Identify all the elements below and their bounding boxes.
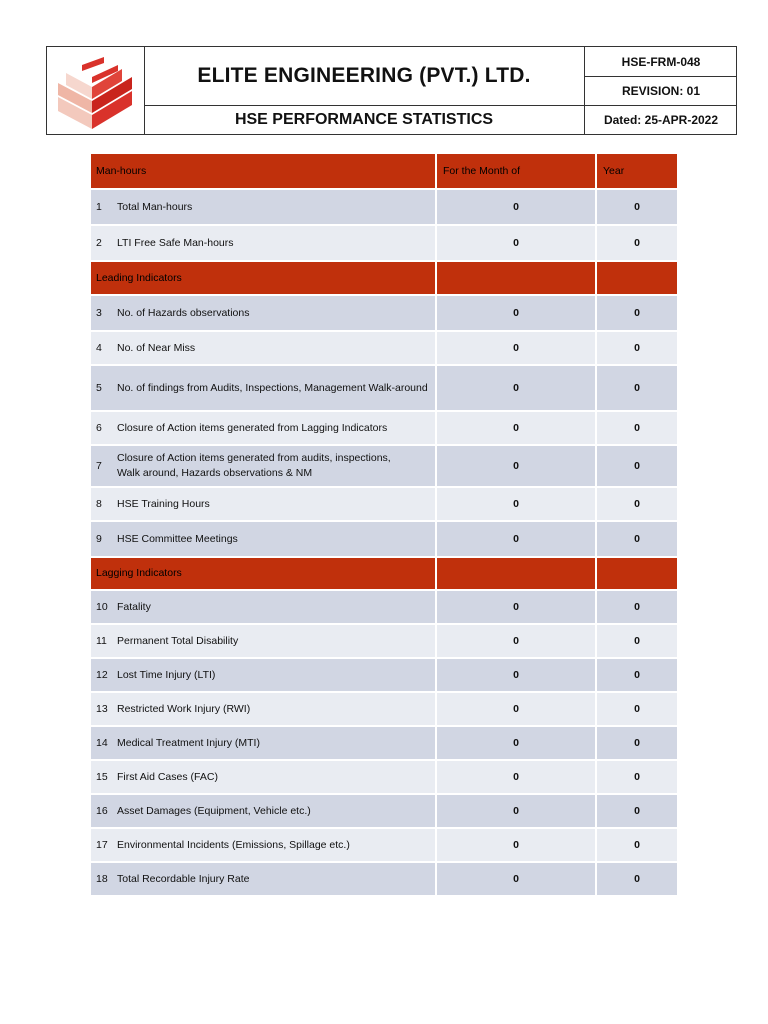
table-row	[91, 659, 677, 691]
row-month-value: 0	[437, 332, 595, 364]
row-year-value: 0	[597, 488, 677, 520]
column-header-manhours: Man-hours	[91, 154, 435, 188]
row-description: Closure of Action items generated from Lagging Indicators	[113, 412, 435, 444]
table-row	[91, 488, 677, 520]
form-number: HSE-FRM-048	[585, 47, 737, 77]
row-year-value: 0	[597, 625, 677, 657]
table-row	[91, 863, 677, 895]
row-number: 10	[91, 591, 113, 623]
row-number: 4	[91, 332, 113, 364]
row-month-value: 0	[437, 446, 595, 486]
row-month-value: 0	[437, 795, 595, 827]
row-month-value: 0	[437, 412, 595, 444]
row-number: 3	[91, 296, 113, 330]
row-description: Environmental Incidents (Emissions, Spillage etc.)	[113, 829, 435, 861]
table-row	[91, 829, 677, 861]
row-month-value: 0	[437, 488, 595, 520]
row-number: 18	[91, 863, 113, 895]
row-year-value: 0	[597, 522, 677, 556]
section-header-row	[91, 262, 677, 294]
table-row	[91, 625, 677, 657]
title-cell	[144, 47, 584, 134]
row-year-value: 0	[597, 412, 677, 444]
row-month-value: 0	[437, 659, 595, 691]
row-description: Permanent Total Disability	[113, 625, 435, 657]
row-year-value: 0	[597, 190, 677, 224]
row-year-value: 0	[597, 829, 677, 861]
row-month-value: 0	[437, 693, 595, 725]
section-header-row	[91, 154, 677, 188]
date: Dated: 25-APR-2022	[603, 113, 719, 127]
section-lagging-indicators: Lagging Indicators	[91, 558, 435, 589]
column-header-month: For the Month of	[437, 154, 595, 188]
row-number: 8	[91, 488, 113, 520]
section-header-row	[91, 558, 677, 589]
row-year-value: 0	[597, 727, 677, 759]
section-month-cell	[437, 558, 595, 589]
row-number: 14	[91, 727, 113, 759]
row-month-value: 0	[437, 829, 595, 861]
row-month-value: 0	[437, 296, 595, 330]
document-header	[46, 46, 737, 135]
row-description: No. of findings from Audits, Inspections, Management Walk-around	[113, 366, 435, 410]
row-number: 6	[91, 412, 113, 444]
table-row	[91, 761, 677, 793]
row-description: First Aid Cases (FAC)	[113, 761, 435, 793]
row-month-value: 0	[437, 226, 595, 260]
row-month-value: 0	[437, 863, 595, 895]
row-description: Restricted Work Injury (RWI)	[113, 693, 435, 725]
row-description: Closure of Action items generated from audits, inspections, Walk around, Hazards observations & NM	[113, 446, 435, 486]
row-description: Total Man-hours	[113, 190, 435, 224]
row-year-value: 0	[597, 366, 677, 410]
row-year-value: 0	[597, 693, 677, 725]
table-row	[91, 296, 677, 330]
section-month-cell	[437, 262, 595, 294]
row-month-value: 0	[437, 190, 595, 224]
row-description: HSE Committee Meetings	[113, 522, 435, 556]
row-description: No. of Near Miss	[113, 332, 435, 364]
section-year-cell	[597, 558, 677, 589]
row-number: 16	[91, 795, 113, 827]
row-year-value: 0	[597, 863, 677, 895]
row-month-value: 0	[437, 522, 595, 556]
row-description: Medical Treatment Injury (MTI)	[113, 727, 435, 759]
row-number: 11	[91, 625, 113, 657]
row-year-value: 0	[597, 591, 677, 623]
row-description: Fatality	[113, 591, 435, 623]
meta-cell	[584, 47, 737, 134]
row-number: 7	[91, 446, 113, 486]
section-leading-indicators: Leading Indicators	[91, 262, 435, 294]
row-year-value: 0	[597, 332, 677, 364]
row-description: LTI Free Safe Man-hours	[113, 226, 435, 260]
table-row	[91, 412, 677, 444]
table-row	[91, 190, 677, 224]
table-row	[91, 795, 677, 827]
row-description: HSE Training Hours	[113, 488, 435, 520]
table-row	[91, 226, 677, 260]
row-description: Asset Damages (Equipment, Vehicle etc.)	[113, 795, 435, 827]
row-year-value: 0	[597, 795, 677, 827]
row-year-value: 0	[597, 226, 677, 260]
table-row	[91, 693, 677, 725]
row-month-value: 0	[437, 625, 595, 657]
logo-cell	[47, 47, 145, 134]
row-number: 13	[91, 693, 113, 725]
revision: REVISION: 01	[585, 77, 737, 106]
section-year-cell	[597, 262, 677, 294]
row-year-value: 0	[597, 761, 677, 793]
table-row	[91, 332, 677, 364]
table-row	[91, 446, 677, 486]
row-month-value: 0	[437, 591, 595, 623]
stacked-e-logo-icon	[52, 57, 136, 129]
row-number: 5	[91, 366, 113, 410]
column-header-year: Year	[597, 154, 677, 188]
row-description: Total Recordable Injury Rate	[113, 863, 435, 895]
document-title: HSE PERFORMANCE STATISTICS	[234, 111, 494, 128]
company-name: ELITE ENGINEERING (PVT.) LTD.	[144, 47, 584, 106]
row-month-value: 0	[437, 366, 595, 410]
row-description: No. of Hazards observations	[113, 296, 435, 330]
row-number: 2	[91, 226, 113, 260]
row-number: 17	[91, 829, 113, 861]
row-year-value: 0	[597, 659, 677, 691]
row-number: 9	[91, 522, 113, 556]
row-number: 1	[91, 190, 113, 224]
table-row	[91, 522, 677, 556]
table-row	[91, 727, 677, 759]
row-month-value: 0	[437, 727, 595, 759]
table-row	[91, 366, 677, 410]
row-description: Lost Time Injury (LTI)	[113, 659, 435, 691]
row-number: 12	[91, 659, 113, 691]
row-month-value: 0	[437, 761, 595, 793]
row-number: 15	[91, 761, 113, 793]
hse-statistics-table	[91, 154, 677, 895]
row-year-value: 0	[597, 446, 677, 486]
row-year-value: 0	[597, 296, 677, 330]
table-row	[91, 591, 677, 623]
